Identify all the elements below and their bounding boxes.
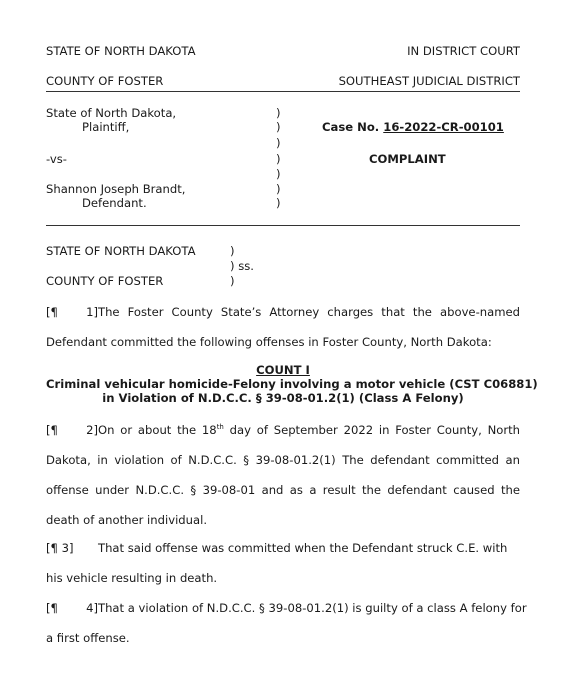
paragraph-text: That a violation of N.D.C.C. § 39-08-01.2(1) is guilty of a class A felony for <box>98 601 527 615</box>
count-title-line2: in Violation of N.D.C.C. § 39-08-01.2(1) (Class A Felony) <box>102 391 464 405</box>
paragraph-4-line <box>46 601 527 615</box>
caption-paren: ) <box>276 136 281 150</box>
case-number: 16-2022-CR-00101 <box>383 120 504 134</box>
caption-paren: ) <box>276 120 281 134</box>
paragraph-3-line: his vehicle resulting in death. <box>46 571 218 585</box>
paragraph-2-line: Dakota, in violation of N.D.C.C. § 39-08-01.2(1) The defendant committed an <box>46 453 520 467</box>
venue-state: STATE OF NORTH DAKOTA <box>46 244 196 258</box>
venue-ss: ) ss. <box>230 259 254 273</box>
paragraph-text: That said offense was committed when the Defendant struck C.E. with <box>98 541 508 555</box>
plaintiff-role: Plaintiff, <box>82 120 130 134</box>
header-state: STATE OF NORTH DAKOTA <box>46 44 196 58</box>
defendant-name: Shannon Joseph Brandt, <box>46 182 186 196</box>
caption-paren: ) <box>276 196 281 210</box>
venue-county: COUNTY OF FOSTER <box>46 274 164 288</box>
caption-divider <box>46 225 520 226</box>
document-title: COMPLAINT <box>369 152 446 166</box>
text-fragment: On or about the 18 <box>98 423 217 437</box>
plaintiff-name: State of North Dakota, <box>46 106 177 120</box>
paragraph-1-line <box>46 305 520 319</box>
header-divider <box>46 91 520 92</box>
case-number-line <box>322 120 504 134</box>
ordinal-suffix: th <box>216 423 224 432</box>
venue-paren: ) <box>230 244 235 258</box>
paragraph-number: [¶ 1] <box>46 305 98 319</box>
header-court: IN DISTRICT COURT <box>407 44 520 58</box>
paragraph-number: [¶ 3] <box>46 541 74 555</box>
count-title-line1: Criminal vehicular homicide-Felony involving a motor vehicle (CST C06881) <box>46 377 538 391</box>
paragraph-1-line: Defendant committed the following offenses in Foster County, North Dakota: <box>46 335 492 349</box>
case-label: Case No. <box>322 120 380 134</box>
venue-paren: ) <box>230 274 235 288</box>
paragraph-number: [¶ 4] <box>46 601 98 615</box>
text-fragment: day of September 2022 in Foster County, North <box>223 423 520 437</box>
paragraph-3-line <box>46 541 520 555</box>
caption-paren: ) <box>276 182 281 196</box>
paragraph-2-line <box>46 423 520 437</box>
header-county: COUNTY OF FOSTER <box>46 74 164 88</box>
caption-paren: ) <box>276 167 281 181</box>
paragraph-2-line: death of another individual. <box>46 513 208 527</box>
defendant-role: Defendant. <box>82 196 147 210</box>
paragraph-text <box>98 423 520 437</box>
count-heading: COUNT I <box>256 363 310 377</box>
versus-label: -vs- <box>46 152 67 166</box>
paragraph-4-line: a first offense. <box>46 631 130 645</box>
caption-paren: ) <box>276 106 281 120</box>
paragraph-number: [¶ 2] <box>46 423 98 437</box>
header-district: SOUTHEAST JUDICIAL DISTRICT <box>338 74 520 88</box>
paragraph-2-line: offense under N.D.C.C. § 39-08-01 and as a result the defendant caused the <box>46 483 520 497</box>
caption-paren: ) <box>276 152 281 166</box>
paragraph-text: The Foster County State’s Attorney charges that the above-named <box>98 305 520 319</box>
